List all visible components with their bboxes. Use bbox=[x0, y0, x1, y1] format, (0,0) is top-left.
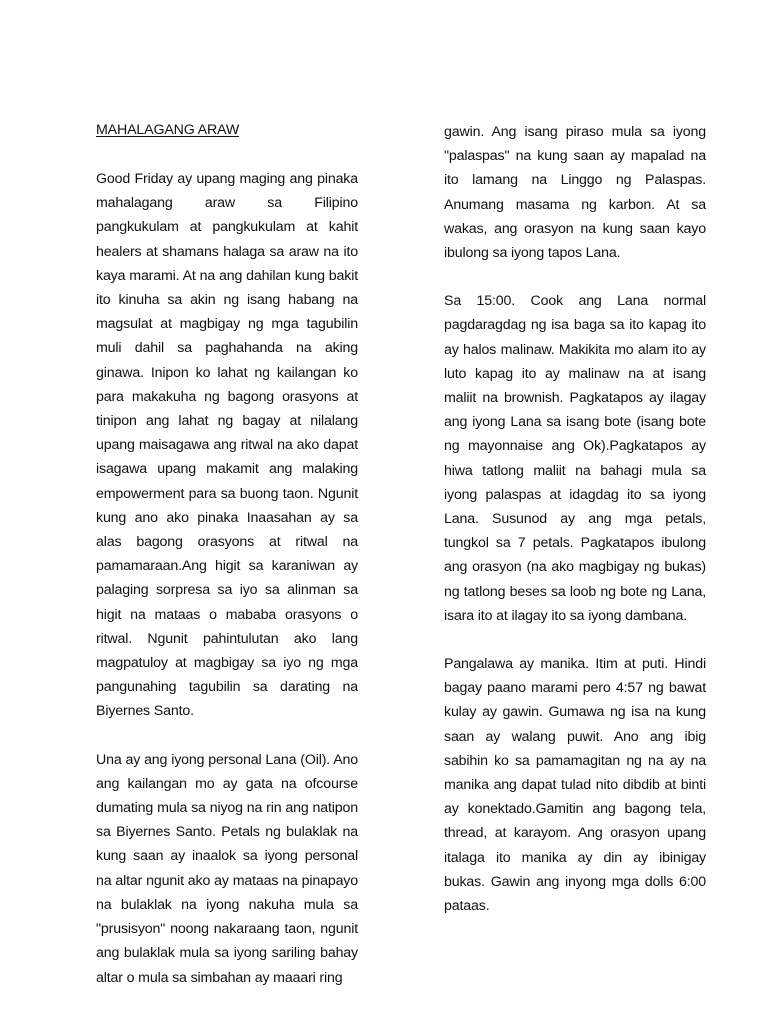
paragraph: Sa 15:00. Cook ang Lana normal pagdaragdag ng isa baga sa ito kapag ito ay halos malinaw. Makikita mo alam ito ay luto kapag ito ay malinaw na at isang maliit na brownish. Pagkatapos ay ilagay ang iyong Lana sa isang bote (isang bote ng mayonnaise ang Ok).Pagkatapos ay hiwa tatlong maliit na bahagi mula sa iyong palaspas at idagdag ito sa iyong Lana. Susunod ay ang mga petals, tungkol sa 7 petals. Pagkatapos ibulong ang orasyon (na ako magbigay ng bukas) ng tatlong beses sa loob ng bote ng Lana, isara ito at ilagay ito sa iyong dambana. bbox=[444, 293, 706, 624]
right-column bbox=[444, 120, 706, 918]
paragraph: Pangalawa ay manika. Itim at puti. Hindi bagay paano marami pero 4:57 ng bawat kulay ay gawin. Gumawa ng isa na kung saan ay walang puwit. Ano ang ibig sabihin ko sa pamamagitan ng na ay na manika ang dapat tulad nito dibdib at binti ay konektado.Gamitin ang bagong tela, thread, at karayom. Ang orasyon upang italaga ito manika ay din ay ibinigay bukas. Gawin ang inyong mga dolls 6:00 pataas. bbox=[444, 656, 706, 915]
paragraph: gawin. Ang isang piraso mula sa iyong "palaspas" na kung saan ay mapalad na ito lamang na Linggo ng Palaspas. Anumang masama ng karbon. At sa wakas, ang orasyon na kung saan kayo ibulong sa iyong tapos Lana. bbox=[444, 124, 706, 262]
left-column bbox=[96, 118, 358, 990]
paragraph: Una ay ang iyong personal Lana (Oil). Ano ang kailangan mo ay gata na ofcourse dumating mula sa niyog na rin ang natipon sa Biyernes Santo. Petals ng bulaklak na kung saan ay inaalok sa iyong personal na altar ngunit ako ay mataas na pinapayo na bulaklak na iyong nakuha mula sa "prusisyon" noong nakaraang taon, ngunit ang bulaklak mula sa iyong sariling bahay altar o mula sa simbahan ay maaari ring bbox=[96, 751, 358, 986]
paragraph: Good Friday ay upang maging ang pinaka mahalagang araw sa Filipino pangkukulam at pangkukulam at kahit healers at shamans halaga sa araw na ito kaya marami. At na ang dahilan kung bakit ito kinuha sa akin ng isang habang na magsulat at magbigay ng mga tagubilin muli dahil sa paghahanda na aking ginawa. Inipon ko lahat ng kailangan ko para makakuha ng bagong orasyons at tinipon ang lahat ng bagay at nilalang upang maisagawa ang ritwal na ako dapat isagawa upang makamit ang malaking empowerment para sa buong taon. Ngunit kung ano ako pinaka Inaasahan ay sa alas bagong orasyons at ritwal na pamamaraan.Ang higit sa karaniwan ay palaging sorpresa sa iyo sa alinman sa higit na mataas o mababa orasyons o ritwal. Ngunit pahintulutan ako lang magpatuloy at magbigay sa iyo ng mga pangunahing tagubilin sa darating na Biyernes Santo. bbox=[96, 171, 358, 720]
document-title: MAHALAGANG ARAW bbox=[96, 122, 240, 138]
